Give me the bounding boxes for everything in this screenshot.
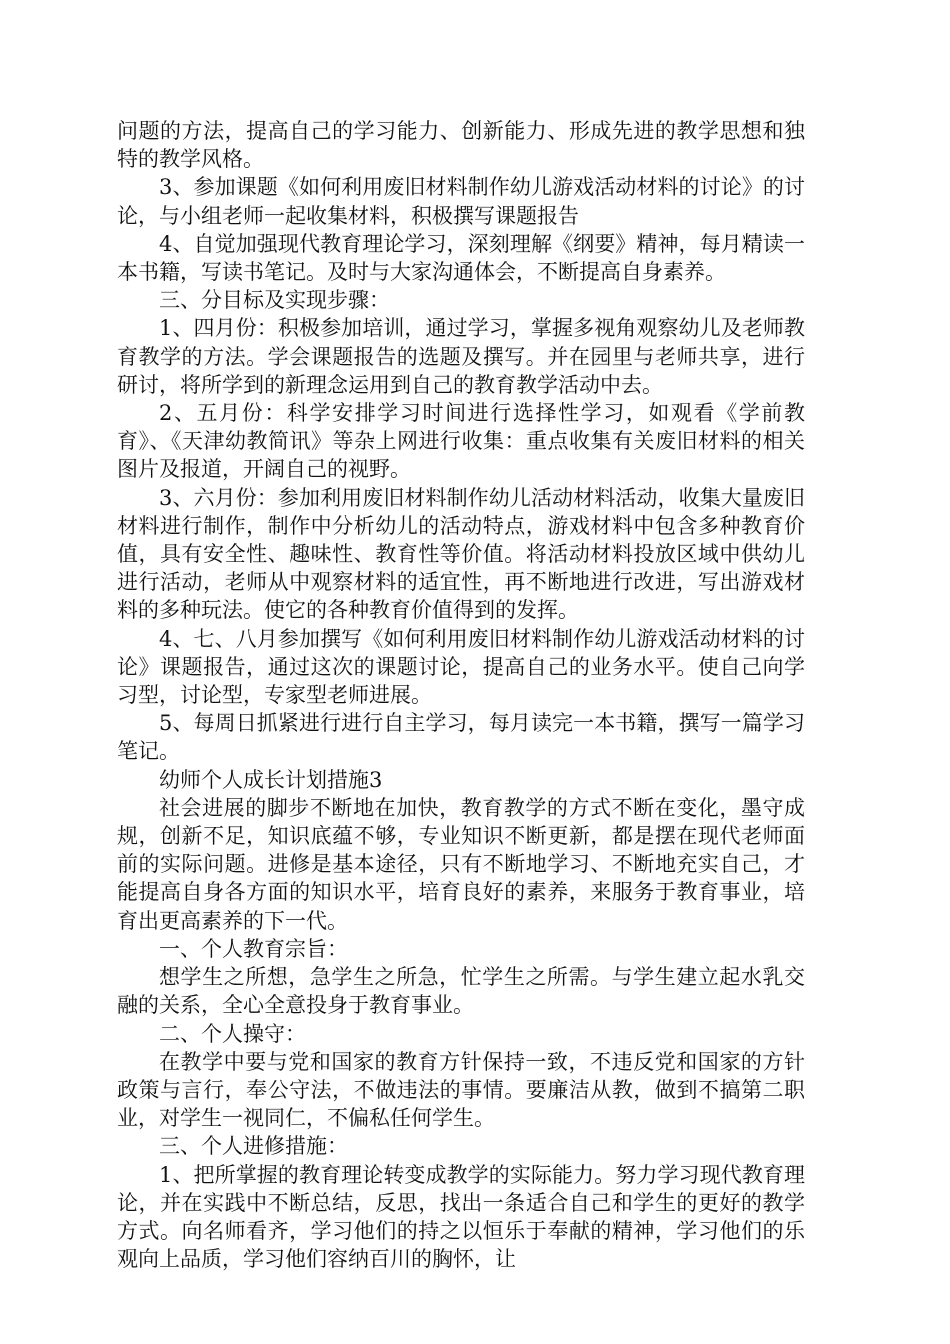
paragraph-may: 2、五月份：科学安排学习时间进行选择性学习，如观看《学前教育》、《天津幼教简讯》等杂上网进行收集：重点收集有关废旧材料的相关图片及报道，开阔自己的视野。 <box>117 401 805 482</box>
paragraph-continued: 问题的方法，提高自己的学习能力、创新能力、形成先进的教学思想和独特的教学风格。 <box>117 119 805 172</box>
paragraph-purpose: 想学生之所想，急学生之所急，忙学生之所需。与学生建立起水乳交融的关系，全心全意投身于教育事业。 <box>117 965 805 1018</box>
paragraph-weekly: 5、每周日抓紧进行进行自主学习，每月读完一本书籍，撰写一篇学习笔记。 <box>117 711 805 764</box>
paragraph-intro: 社会进展的脚步不断地在加快，教育教学的方式不断在变化，墨守成规，创新不足，知识底蕴不够，专业知识不断更新，都是摆在现代老师面前的实际问题。进修是基本途径，只有不断地学习、不断地充实自己，才能提高自身各方面的知识水平，培育良好的素养，来服务于教育事业，培育出更高素养的下一代。 <box>117 795 805 933</box>
paragraph-measure-1: 1、把所掌握的教育理论转变成教学的实际能力。努力学习现代教育理论，并在实践中不断总结，反思，找出一条适合自己和学生的更好的教学方式。向名师看齐，学习他们的持之以恒乐于奉献的精神，学习他们的乐观向上品质，学习他们容纳百川的胸怀，让 <box>117 1162 805 1272</box>
section-heading-sub-goals: 三、分目标及实现步骤： <box>159 288 390 313</box>
paragraph-item-3: 3、参加课题《如何利用废旧材料制作幼儿游戏活动材料的讨论》的讨论，与小组老师一起收集材料，积极撰写课题报告 <box>117 175 805 228</box>
paragraph-item-4: 4、自觉加强现代教育理论学习，深刻理解《纲要》精神，每月精读一本书籍，写读书笔记。及时与大家沟通体会，不断提高自身素养。 <box>117 231 805 285</box>
section-heading-purpose: 一、个人教育宗旨： <box>159 936 348 961</box>
section-heading-conduct: 二、个人操守： <box>159 1021 306 1046</box>
document-section-title: 幼师个人成长计划措施3 <box>159 767 383 792</box>
paragraph-june: 3、六月份：参加利用废旧材料制作幼儿活动材料活动，收集大量废旧材料进行制作，制作中分析幼儿的活动特点，游戏材料中包含多种教育价值，具有安全性、趣味性、教育性等价值。将活动材料投放区域中供幼儿进行活动，老师从中观察材料的适宜性，再不断地进行改进，写出游戏材料的多种玩法。使它的各种教育价值得到的发挥。 <box>117 485 805 623</box>
paragraph-july-august: 4、七、八月参加撰写《如何利用废旧材料制作幼儿游戏活动材料的讨论》课题报告，通过这次的课题讨论，提高自己的业务水平。使自己向学习型，讨论型，专家型老师进展。 <box>117 626 805 708</box>
paragraph-april: 1、四月份：积极参加培训，通过学习，掌握多视角观察幼儿及老师教育教学的方法。学会课题报告的选题及撰写。并在园里与老师共享，进行研讨，将所学到的新理念运用到自己的教育教学活动中去。 <box>117 316 805 397</box>
section-heading-measures: 三、个人进修措施： <box>159 1134 348 1159</box>
paragraph-conduct: 在教学中要与党和国家的教育方针保持一致，不违反党和国家的方针政策与言行，奉公守法，不做违法的事情。要廉洁从教，做到不搞第二职业，对学生一视同仁，不偏私任何学生。 <box>117 1049 805 1131</box>
document-body <box>117 117 805 1273</box>
